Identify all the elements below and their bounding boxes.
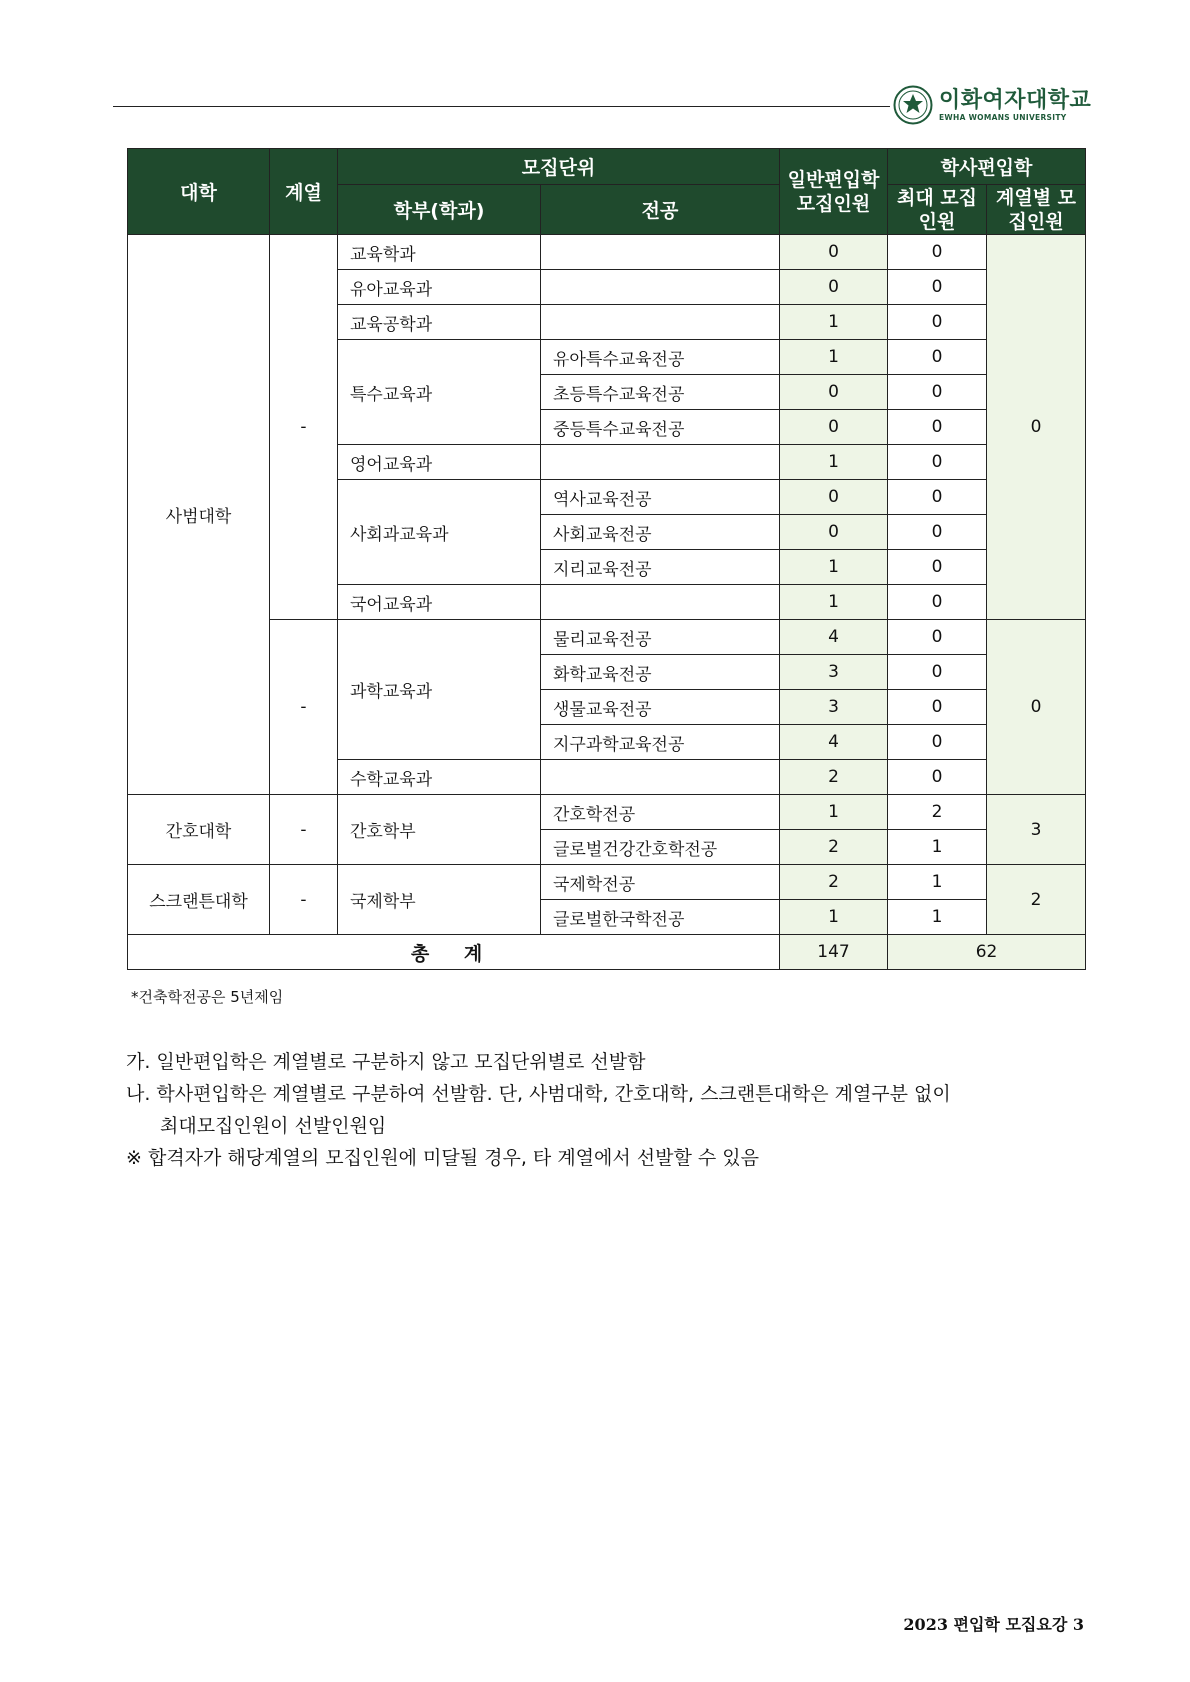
max-cell: 0 — [888, 480, 987, 515]
general-cell: 1 — [780, 340, 888, 375]
general-cell: 3 — [780, 655, 888, 690]
dept-cell: 특수교육과 — [338, 340, 541, 445]
major-cell: 역사교육전공 — [541, 480, 780, 515]
max-cell: 0 — [888, 270, 987, 305]
col-bachelor: 학사편입학 — [888, 149, 1086, 185]
track-cell: - — [270, 795, 338, 865]
university-seal-icon — [893, 85, 933, 125]
major-cell: 사회교육전공 — [541, 515, 780, 550]
col-max: 최대 모집인원 — [888, 185, 987, 235]
total-general: 147 — [780, 935, 888, 970]
general-cell: 0 — [780, 515, 888, 550]
major-cell: 지구과학교육전공 — [541, 725, 780, 760]
max-cell: 0 — [888, 375, 987, 410]
general-cell: 2 — [780, 830, 888, 865]
general-cell: 1 — [780, 900, 888, 935]
general-cell: 1 — [780, 305, 888, 340]
major-cell: 유아특수교육전공 — [541, 340, 780, 375]
track-cell: - — [270, 235, 338, 620]
max-cell: 1 — [888, 830, 987, 865]
major-cell — [541, 235, 780, 270]
note-item: 최대모집인원이 선발인원임 — [160, 1115, 387, 1137]
major-cell: 국제학전공 — [541, 865, 780, 900]
general-cell: 3 — [780, 690, 888, 725]
major-cell: 생물교육전공 — [541, 690, 780, 725]
note-item: 가. 일반편입학은 계열별로 구분하지 않고 모집단위별로 선발함 — [126, 1051, 646, 1073]
dept-cell: 국어교육과 — [338, 585, 541, 620]
note-item: 나. 학사편입학은 계열별로 구분하여 선발함. 단, 사범대학, 간호대학, 스크랜튼대학은 계열구분 없이 — [126, 1083, 951, 1105]
track-cell: - — [270, 620, 338, 795]
col-general: 일반편입학 모집인원 — [780, 149, 888, 235]
college-cell: 사범대학 — [128, 235, 270, 795]
major-cell — [541, 760, 780, 795]
university-logo — [893, 85, 1091, 125]
dept-cell: 간호학부 — [338, 795, 541, 865]
max-cell: 0 — [888, 725, 987, 760]
max-cell: 0 — [888, 340, 987, 375]
dept-cell: 영어교육과 — [338, 445, 541, 480]
major-cell — [541, 445, 780, 480]
max-cell: 0 — [888, 515, 987, 550]
by-track-cell: 0 — [987, 620, 1086, 795]
dept-cell: 수학교육과 — [338, 760, 541, 795]
general-cell: 4 — [780, 620, 888, 655]
col-dept: 학부(학과) — [338, 185, 541, 235]
general-cell: 0 — [780, 235, 888, 270]
major-cell — [541, 585, 780, 620]
major-cell: 지리교육전공 — [541, 550, 780, 585]
major-cell: 중등특수교육전공 — [541, 410, 780, 445]
max-cell: 2 — [888, 795, 987, 830]
major-cell: 간호학전공 — [541, 795, 780, 830]
college-cell: 스크랜튼대학 — [128, 865, 270, 935]
general-cell: 0 — [780, 375, 888, 410]
max-cell: 1 — [888, 900, 987, 935]
logo-korean: 이화여자대학교 — [939, 87, 1092, 113]
general-cell: 2 — [780, 865, 888, 900]
col-college: 대학 — [128, 149, 270, 235]
general-cell: 1 — [780, 445, 888, 480]
note-item: ※ 합격자가 해당계열의 모집인원에 미달될 경우, 타 계열에서 선발할 수 있음 — [126, 1147, 759, 1169]
max-cell: 0 — [888, 550, 987, 585]
admission-quota-table — [127, 148, 1086, 970]
dept-cell: 국제학부 — [338, 865, 541, 935]
general-cell: 2 — [780, 760, 888, 795]
dept-cell: 사회과교육과 — [338, 480, 541, 585]
logo-english: EWHA WOMANS UNIVERSITY — [939, 112, 1067, 122]
general-cell: 0 — [780, 270, 888, 305]
track-cell: - — [270, 865, 338, 935]
col-major: 전공 — [541, 185, 780, 235]
col-unit: 모집단위 — [338, 149, 780, 185]
max-cell: 0 — [888, 305, 987, 340]
max-cell: 0 — [888, 585, 987, 620]
col-track: 계열 — [270, 149, 338, 235]
general-cell: 1 — [780, 585, 888, 620]
footnote: *건축학전공은 5년제임 — [131, 988, 284, 1006]
general-cell: 4 — [780, 725, 888, 760]
dept-cell: 교육공학과 — [338, 305, 541, 340]
col-by-track: 계열별 모집인원 — [987, 185, 1086, 235]
major-cell: 글로벌건강간호학전공 — [541, 830, 780, 865]
by-track-cell: 2 — [987, 865, 1086, 935]
dept-cell: 과학교육과 — [338, 620, 541, 760]
max-cell: 0 — [888, 655, 987, 690]
header-rule — [113, 106, 890, 107]
major-cell: 초등특수교육전공 — [541, 375, 780, 410]
max-cell: 0 — [888, 235, 987, 270]
college-cell: 간호대학 — [128, 795, 270, 865]
by-track-cell: 0 — [987, 235, 1086, 620]
dept-cell: 교육학과 — [338, 235, 541, 270]
general-cell: 1 — [780, 795, 888, 830]
major-cell: 글로벌한국학전공 — [541, 900, 780, 935]
general-cell: 0 — [780, 480, 888, 515]
notes — [126, 1046, 951, 1174]
max-cell: 0 — [888, 760, 987, 795]
max-cell: 0 — [888, 445, 987, 480]
dept-cell: 유아교육과 — [338, 270, 541, 305]
max-cell: 1 — [888, 865, 987, 900]
general-cell: 1 — [780, 550, 888, 585]
by-track-cell: 3 — [987, 795, 1086, 865]
total-label: 총 계 — [128, 935, 780, 970]
max-cell: 0 — [888, 410, 987, 445]
general-cell: 0 — [780, 410, 888, 445]
major-cell: 화학교육전공 — [541, 655, 780, 690]
max-cell: 0 — [888, 690, 987, 725]
max-cell: 0 — [888, 620, 987, 655]
major-cell — [541, 305, 780, 340]
major-cell: 물리교육전공 — [541, 620, 780, 655]
page-footer: 2023 편입학 모집요강 3 — [903, 1615, 1084, 1634]
total-bachelor: 62 — [888, 935, 1086, 970]
major-cell — [541, 270, 780, 305]
